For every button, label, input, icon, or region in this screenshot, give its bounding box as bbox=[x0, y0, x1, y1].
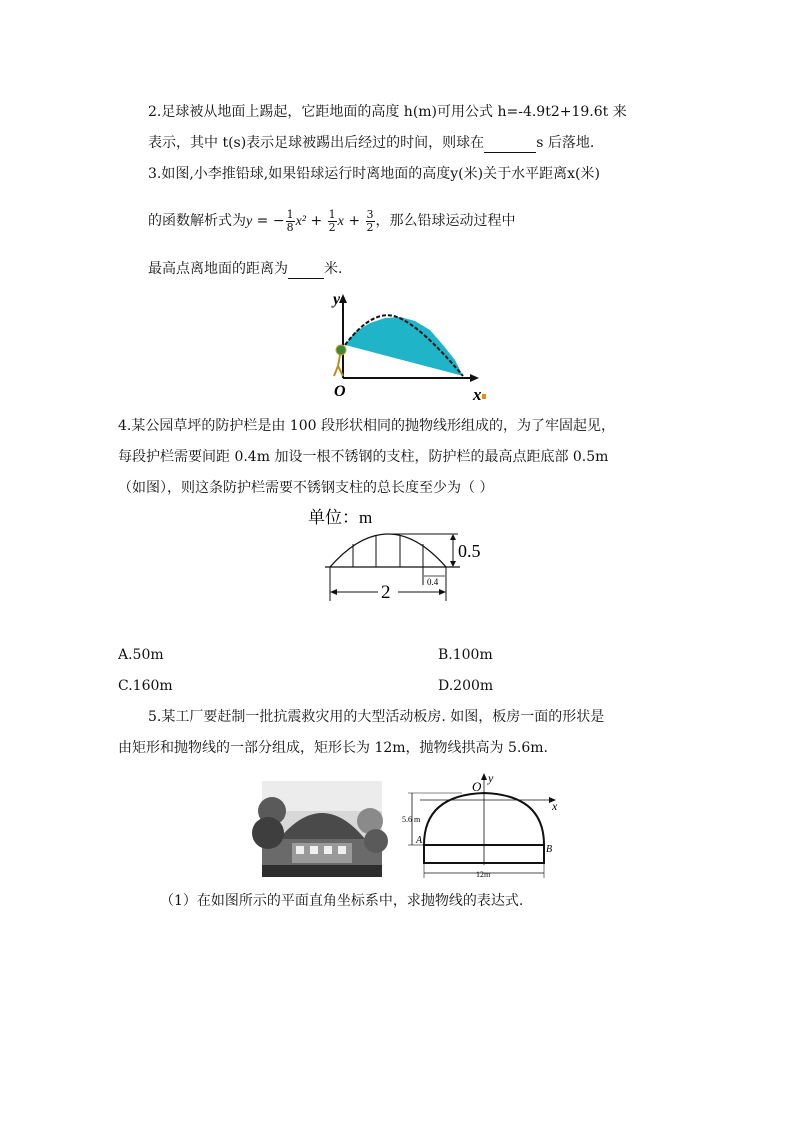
q3-line-3 bbox=[148, 260, 342, 279]
fraction-1-num: 1 bbox=[286, 207, 294, 221]
q2-line-2a: 表示，其中 t(s)表示足球被踢出后经过的时间，则球在 bbox=[148, 135, 485, 151]
q3-line-2-prefix: 的函数解析式为 bbox=[148, 213, 246, 229]
width-label: 12m bbox=[476, 870, 491, 879]
point-b-label: B bbox=[546, 844, 553, 855]
height-label: 0.5 bbox=[458, 541, 481, 561]
fraction-1-den: 8 bbox=[286, 220, 294, 234]
cabin-figure bbox=[402, 770, 572, 885]
person-body-icon bbox=[338, 355, 340, 366]
formula-y: y bbox=[246, 214, 253, 229]
fraction-3-den: 2 bbox=[366, 220, 374, 234]
fence-arch bbox=[330, 534, 446, 567]
formula-eq: = − bbox=[252, 213, 285, 229]
q2-line-2 bbox=[148, 134, 594, 153]
shot-put-figure bbox=[325, 290, 495, 405]
q5-line-1: 5.某工厂要赶制一批抗震救灾用的大型活动板房. 如图，板房一面的形状是 bbox=[148, 709, 605, 725]
point-a-label: A bbox=[416, 835, 423, 846]
q3-line-3b: 米. bbox=[324, 261, 343, 277]
y-arrow-icon bbox=[339, 294, 347, 303]
q2-line-1: 2.足球被从地面上踢起，它距地面的高度 h(m)可用公式 h=-4.9t2+19.6t 来 bbox=[148, 104, 627, 120]
origin-label: O bbox=[472, 779, 482, 794]
x-axis-label: x bbox=[473, 385, 482, 404]
person-leg-icon bbox=[334, 366, 338, 376]
formula-x2: x² bbox=[295, 214, 307, 229]
formula-plus-2: + bbox=[343, 213, 365, 229]
height-arrow-top-icon bbox=[450, 534, 456, 540]
width-label: 2 bbox=[381, 582, 391, 603]
fraction-2-den: 2 bbox=[328, 220, 336, 234]
q3-line-3a: 最高点离地面的距离为 bbox=[148, 261, 288, 277]
y-arrow-icon bbox=[481, 773, 487, 780]
formula-x: x bbox=[337, 214, 344, 229]
choice-b[interactable]: B.100m bbox=[438, 647, 493, 663]
height-label: 5.6 m bbox=[402, 815, 421, 824]
choice-d[interactable]: D.200m bbox=[438, 678, 494, 694]
ball-marker bbox=[482, 394, 486, 399]
q2-line-2b: s 后落地. bbox=[536, 135, 595, 151]
q4-line-1: 4.某公园草坪的防护栏是由 100 段形状相同的抛物线形组成的，为了牢固起见， bbox=[118, 418, 615, 434]
q3-answer-blank bbox=[288, 260, 324, 279]
choice-c[interactable]: C.160m bbox=[118, 678, 173, 694]
fraction-3-num: 3 bbox=[366, 207, 374, 221]
q5-part-1: （1）在如图所示的平面直角坐标系中，求抛物线的表达式. bbox=[160, 893, 524, 909]
y-axis-label: y bbox=[488, 771, 494, 785]
dome-photo bbox=[262, 781, 382, 877]
q2-answer-blank bbox=[484, 134, 536, 153]
q3-line-1: 3.如图,小李推铅球,如果铅球运行时离地面的高度y(米)关于水平距离x(米) bbox=[148, 166, 600, 182]
fraction-3 bbox=[366, 209, 375, 234]
choice-a[interactable]: A.50m bbox=[118, 647, 164, 663]
q3-line-2 bbox=[148, 204, 516, 238]
formula-plus-1: + bbox=[306, 213, 327, 229]
height-arrow-bottom-icon bbox=[450, 561, 456, 567]
fence-figure bbox=[300, 503, 500, 608]
q5-line-2: 由矩形和抛物线的一部分组成，矩形长为 12m，抛物线拱高为 5.6m. bbox=[118, 740, 548, 756]
person-head-icon bbox=[336, 345, 346, 355]
fraction-2-num: 1 bbox=[328, 207, 336, 221]
unit-label: 单位：m bbox=[308, 508, 373, 527]
gap-label: 0.4 bbox=[427, 577, 439, 587]
x-axis-label: x bbox=[552, 799, 558, 813]
q4-line-2: 每段护栏需要间距 0.4m 加设一根不锈钢的支柱，防护栏的最高点距底部 0.5m bbox=[118, 449, 609, 465]
fraction-2 bbox=[328, 209, 337, 234]
q4-line-3: （如图），则这条防护栏需要不锈钢支柱的总长度至少为（ ） bbox=[118, 480, 494, 496]
q3-line-2-suffix: ，那么铅球运动过程中 bbox=[375, 213, 516, 229]
origin-label: O bbox=[334, 383, 346, 400]
width-arrow-right-icon bbox=[439, 589, 446, 595]
width-arrow-left-icon bbox=[330, 589, 337, 595]
fraction-1 bbox=[286, 209, 295, 234]
x-arrow-icon bbox=[470, 374, 479, 382]
y-axis-label: y bbox=[333, 291, 341, 308]
